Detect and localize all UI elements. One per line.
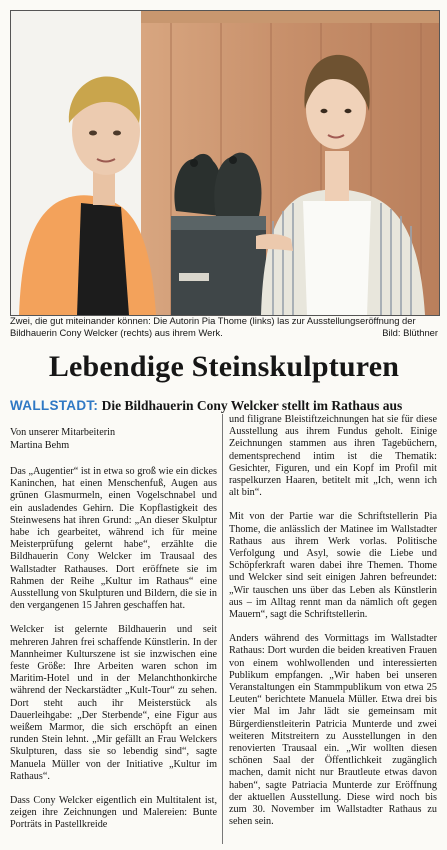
column-divider (222, 414, 223, 844)
article-photo (10, 10, 440, 316)
dateline-location: WALLSTADT: (10, 398, 99, 413)
byline-author: Martina Behm (10, 439, 70, 451)
subheadline (10, 398, 438, 414)
paragraph: Dass Cony Welcker eigentlich ein Multitalent ist, zeigen ihre Zeichnungen und Malereien: Bunte Porträts in Pastellkreide (10, 795, 217, 831)
photo-caption (10, 315, 438, 338)
byline-line-1: Von unserer Mitarbeiterin (10, 427, 116, 438)
photo-credit: Bild: Blüthner (382, 326, 438, 338)
article-column-1 (10, 466, 217, 844)
headline: Lebendige Steinskulpturen (48, 350, 400, 383)
paragraph: Anders während des Vormittags im Wallstadter Rathaus: Dort wurden die beiden kreativen Frauen von einem wohlwollenden und interessierten Publikum empfangen. „Wir haben bei unseren Veranstaltungen ein Stammpublikum von etwa 25 Leuten“ berichtete Manuela Müller. Etwa drei bis vier Mal im Jahr lädt sie gemeinsam mit Bürgerdienstleiterin Patricia Munterde und zwei weiteren Mitstreitern zu Ausstellungen in den renovierten Trausaal ein. „Wir wollten diesen schönen Saal der Öffentlichkeit zugänglich machen, damit nicht nur Brautleute etwas davon haben“, sagte Patriacia Munterde zur Eröffnung der aktuellen Ausstellung. Diese wird noch bis zum 30. November im Wallstadter Rathaus zu sehen sein. (229, 633, 437, 828)
byline (10, 427, 115, 452)
subheadline-text: Die Bildhauerin Cony Welcker stellt im Rathaus aus (101, 398, 403, 413)
paragraph: Mit von der Partie war die Schriftstellerin Pia Thome, die anlässlich der Matinee im Wallstadter Rathaus aus ihrem Werk vorlas. Politische Verfolgung und Asyl, sowie die Liebe und Schöpferkraft waren dabei ihre Themen. Thome und Welcker sind seit einigen Jahren befreundet: „Wir tauschen uns über das Leben als Künstlerin aus – im Alltag rennt man da nämlich oft gegen Mauern“, sagt die Schriftstellerin. (229, 511, 437, 621)
photo-two-women-with-sculpture (11, 11, 439, 315)
paragraph: und filigrane Bleistiftzeichnungen hat sie für diese Ausstellung aus ihrem Fundus geholt. Einige Zeichnungen stammen aus ihren Tagebüchern, dementsprechend intim ist die Thematik: Gesichter, Figuren, und ein Kopf im Profil mit raspelkurzen Haaren, betitelt mit „Ich, wenn ich alt bin“. (229, 414, 437, 499)
paragraph: Das „Augentier“ ist in etwa so groß wie ein dickes Kaninchen, hat einen Menschenfuß, Augen aus grünen Glasmurmeln, einen Vogelschnabel und ein ausladendes Gehirn. Die Kopflastigkeit des Steinwesens hat ihren Grund: „An dieser Skulptur habe ich gearbeitet, während ich für meine Meisterprüfung gelernt habe“, erzählte die Bildhauerin Cony Welcker im Trausaal des Wallstadter Rathauses. Dort eröffnete sie im Rahmen der Reihe „Kultur im Rathaus“ eine Ausstellung von Skulpturen und Bildern, die sie in den vergangenen 15 Jahren geschaffen hat. (10, 466, 217, 612)
paragraph: Welcker ist gelernte Bildhauerin und seit mehreren Jahren frei schaffende Künstlerin. In der Mannheimer Kulturszene ist sie inzwischen eine feste Größe: Ihre Arbeiten waren schon im Maritim-Hotel und in der Melanchthonkirche während der Neckarstädter „Kult-Tour“ zu sehen. Dort steht auch ihr Meisterstück als Dauerleihgabe: „Der Sterbende“, eine Figur aus weißem Marmor, die sich erschöpft an einen runden Stein lehnt. „Mir gefällt an Frau Welckers Skulpturen, dass sie so lebendig sind“, sagte Manuela Müller von der Initiative „Kultur im Rathaus“. (10, 624, 217, 782)
article-column-2 (229, 414, 437, 841)
caption-text: Zwei, die gut miteinander können: Die Autorin Pia Thome (links) las zur Ausstellungseröffnung der Bildhauerin Cony Welcker (rechts) aus ihrem Werk. (10, 315, 416, 338)
